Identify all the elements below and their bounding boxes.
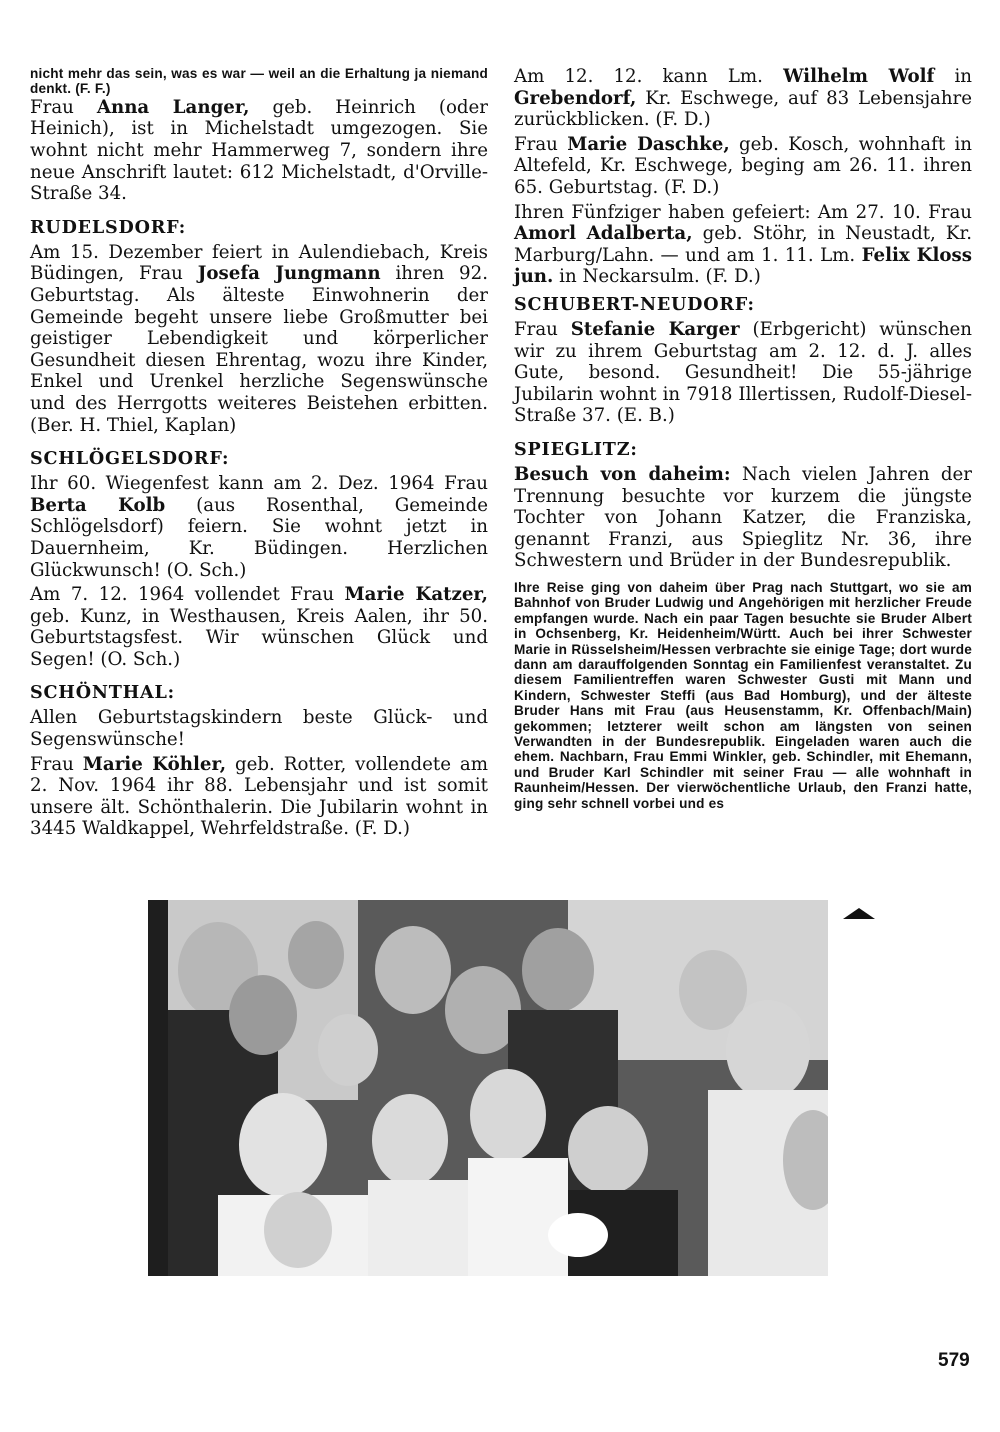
person-name: Berta Kolb	[30, 494, 166, 516]
section-heading-schubert-neudorf: SCHUBERT-NEUDORF:	[514, 293, 755, 315]
notice-daschke: Frau Marie Daschke, geb. Kosch, wohnhaft in Altefeld, Kr. Eschwege, beging am 26. 11. ihren 65. Geburtstag. (F. D.)	[514, 133, 972, 198]
article-reise: Ihre Reise ging von daheim über Prag nach Stuttgart, wo sie am Bahnhof von Bruder Ludwig und Angehörigen mit herzlicher Freude empfangen wurde. Nach ein paar Tagen besuchte sie Bruder Albert in Ochsenberg, Kr. Heidenheim/Württ. Auch bei ihrer Schwester Marie in Rüsselsheim/Hessen verbrachte sie einige Tage; dort wurde dann am darauffolgenden Sonntag ein Familienfest veranstaltet. Zu diesem Familientreffen waren Schwester Gusti mit Mann und Kindern, Schwester Steffi (aus Bad Homburg), und der älteste Bruder Hans mit Frau (aus Heusenstamm, Kr. Offenbach/Main) gekommen; letzterer weilt schon am längsten von seinen Verwandten in der Bundesrepublik. Eingeladen waren auch die ehem. Nachbarn, Frau Emmi Winkler, geb. Schindler, mit Ehemann, und Bruder Karl Schindler mit seiner Frau — alle wohnhaft in Raunheim/Hessen. Der vierwöchentliche Urlaub, den Franzi hatte, ging sehr schnell vorbei und es	[514, 579, 972, 811]
notice-katzer: Am 7. 12. 1964 vollendet Frau Marie Katzer, geb. Kunz, in Westhausen, Kreis Aalen, ihr 50. Geburtstagsfest. Wir wünschen Glück und Segen! (O. Sch.)	[30, 584, 488, 670]
section-heading-schloegelsdorf: SCHLÖGELSDORF:	[30, 448, 230, 470]
person-name: Marie Köhler,	[82, 753, 227, 775]
person-name: Josefa Jungmann	[197, 263, 381, 285]
notice-jungmann: Am 15. Dezember feiert in Aulendiebach, Kreis Büdingen, Frau Josefa Jungmann ihren 92. Geburtstag. Als älteste Einwohnerin der Gemeinde begeht unsere liebe Großmutter bei geistiger Lebendigkeit und körperlicher Gesundheit diesen Ehrentag, wozu ihre Kinder, Enkel und Urenkel herzliche Segenswünsche und des Herrgotts weiteres Beistehen erbitten. (Ber. H. Thiel, Kaplan)	[30, 241, 488, 436]
notice-kolb: Ihr 60. Wiegenfest kann am 2. Dez. 1964 Frau Berta Kolb (aus Rosenthal, Gemeinde Schlögelsdorf) feiern. Sie wohnt jetzt in Dauernheim, Kr. Büdingen. Herzlichen Glückwunsch! (O. Sch.)	[30, 473, 488, 581]
person-name: Stefanie Karger	[570, 318, 740, 340]
notice-langer: Frau Anna Langer, geb. Heinrich (oder Heinich), ist in Michelstadt umgezogen. Sie wohnt nicht mehr Hammerweg 7, sondern ihre neue Anschrift lautet: 612 Michelstadt, d'Orville-Straße 34.	[30, 96, 488, 205]
family-photo	[148, 900, 828, 1276]
up-arrow-icon	[843, 908, 875, 919]
article-besuch: Besuch von daheim: Nach vielen Jahren der Trennung besuchte vor kurzem die jüngste Tochter von Johann Katzer, die Franziska, genannt Franzi, aus Spieglitz Nr. 36, ihre Schwestern und Brüder in der Bundesrepublik.	[514, 463, 972, 572]
notice-wolf: Am 12. 12. kann Lm. Wilhelm Wolf in Grebendorf, Kr. Eschwege, auf 83 Lebensjahre zurückblicken. (F. D.)	[514, 66, 972, 131]
person-name: Wilhelm Wolf	[783, 66, 935, 87]
place-name: Grebendorf,	[514, 87, 637, 109]
left-column	[30, 66, 488, 840]
person-name: Marie Katzer,	[344, 584, 488, 606]
notice-fuenfziger: Ihren Fünfziger haben gefeiert: Am 27. 10. Frau Amorl Adalberta, geb. Stöhr, in Neustadt, Kr. Marburg/Lahn. — und am 1. 11. Lm. Felix Kloss jun. in Neckarsulm. (F. D.)	[514, 201, 972, 288]
right-column	[514, 66, 972, 811]
page-number: 579	[938, 1350, 970, 1371]
greeting-schoenthal: Allen Geburtstagskindern beste Glück- und Segenswünsche!	[30, 707, 488, 751]
section-heading-schoenthal: SCHÖNTHAL:	[30, 682, 175, 704]
section-heading-rudelsdorf: RUDELSDORF:	[30, 216, 187, 238]
family-photo-image	[148, 900, 828, 1276]
notice-karger: Frau Stefanie Karger (Erbgericht) wünschen wir zu ihrem Geburtstag am 2. 12. d. J. alles Gute, besond. Gesundheit! Die 55-jährige Jubilarin wohnt in 7918 Illertissen, Rudolf-Diesel-Straße 37. (E. B.)	[514, 318, 973, 427]
person-name: Amorl Adalberta,	[514, 223, 693, 245]
person-name: Felix Kloss jun.	[514, 244, 972, 288]
continued-text: nicht mehr das sein, was es war — weil an die Erhaltung ja niemand denkt. (F. F.)	[30, 66, 488, 97]
article-lead: Besuch von daheim:	[514, 463, 731, 485]
person-name: Marie Daschke,	[567, 133, 730, 155]
notice-koehler: Frau Marie Köhler, geb. Rotter, vollendete am 2. Nov. 1964 ihr 88. Lebensjahr und ist somit unsere ält. Schönthalerin. Die Jubilarin wohnt in 3445 Waldkappel, Wehrfeldstraße. (F. D.)	[30, 753, 489, 840]
person-name: Anna Langer,	[96, 96, 250, 118]
section-heading-spieglitz: SPIEGLITZ:	[514, 438, 638, 460]
